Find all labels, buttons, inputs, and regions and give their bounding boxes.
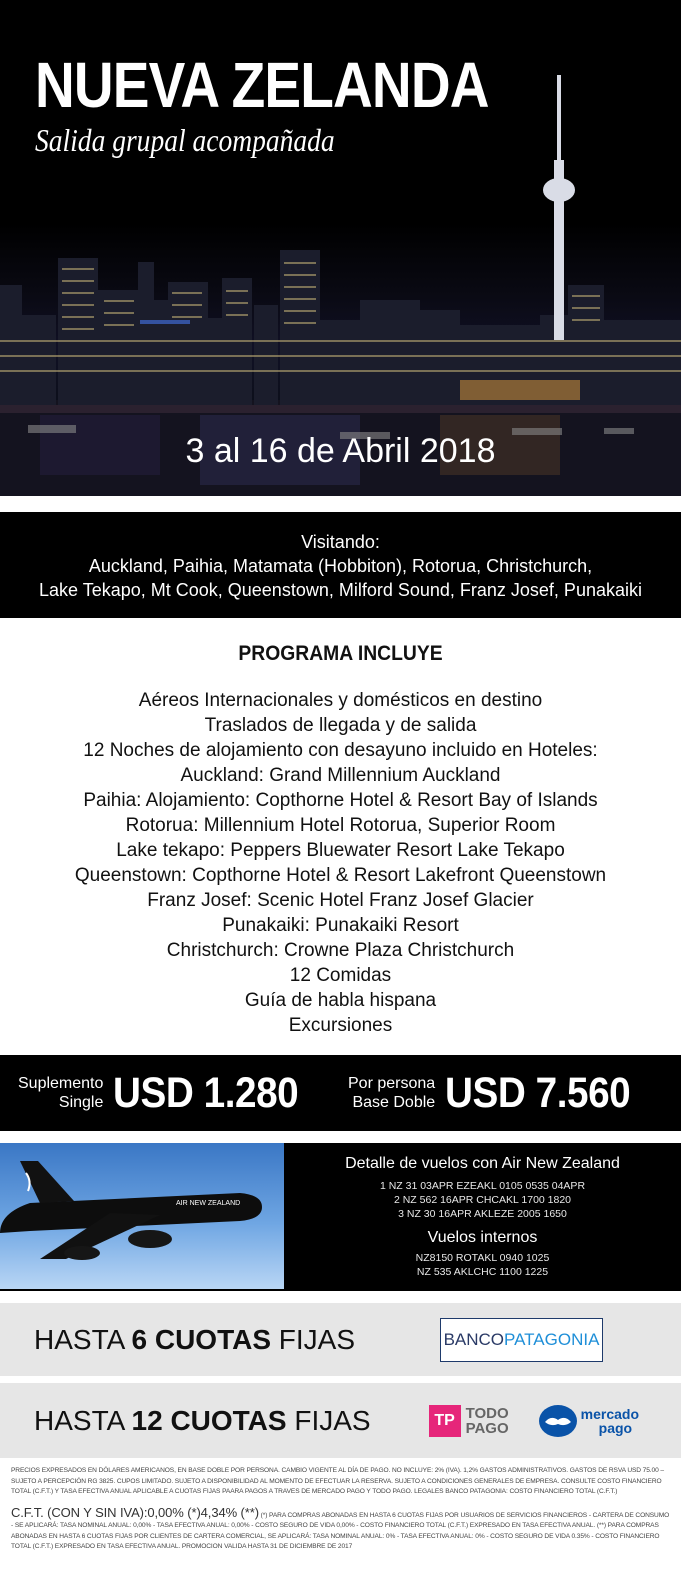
inst-post: FIJAS: [271, 1323, 356, 1355]
visiting-cities-line-2: Lake Tekapo, Mt Cook, Queenstown, Milford Sound, Franz Josef, Punakaiki: [39, 580, 642, 600]
inst-pre: HASTA: [34, 1404, 132, 1436]
banco-patagonia-logo: [440, 1318, 603, 1362]
program-heading: PROGRAMA INCLUYE: [238, 642, 443, 665]
single-price-label: [18, 1074, 103, 1112]
price-bar: [0, 1055, 681, 1131]
list-item: Rotorua: Millennium Hotel Rotorua, Superior Room: [125, 815, 556, 836]
bank-name-1: BANCO: [443, 1329, 505, 1349]
todo-pago-icon: TP: [429, 1405, 461, 1437]
list-item: Guía de habla hispana: [244, 990, 437, 1011]
travel-dates: 3 al 16 de Abril 2018: [185, 432, 496, 470]
installments-12-text: [34, 1405, 371, 1437]
todo-pago-text: [466, 1406, 509, 1436]
inst-bold: 6 CUOTAS: [131, 1323, 272, 1355]
mercado-pago-logo: [539, 1405, 639, 1437]
list-item: Paihia: Alojamiento: Copthorne Hotel & Resort Bay of Islands: [83, 790, 598, 811]
list-item: Franz Josef: Scenic Hotel Franz Josef Glacier: [147, 890, 534, 911]
airplane-image: [0, 1143, 284, 1289]
visiting-heading: Visitando:: [301, 532, 380, 552]
domestic-flight-line: NZ8150 ROTAKL 0940 1025: [415, 1252, 550, 1264]
visiting-section: [0, 512, 681, 618]
inst-post: FIJAS: [286, 1404, 371, 1436]
todo-pago-line-1: TODO: [465, 1404, 509, 1422]
todo-pago-logo: [429, 1405, 509, 1437]
installments-payment-apps: [0, 1383, 681, 1458]
mercado-pago-text: [581, 1407, 639, 1435]
tour-subtitle: Salida grupal acompañada: [35, 122, 335, 158]
double-label-line-2: Base Doble: [352, 1094, 436, 1111]
list-item: Punakaiki: Punakaiki Resort: [222, 915, 459, 936]
double-price-label: [348, 1074, 435, 1112]
list-item: Auckland: Grand Millennium Auckland: [180, 765, 501, 786]
visiting-cities-line-1: Auckland, Paihia, Matamata (Hobbiton), Rotorua, Christchurch,: [88, 556, 593, 576]
flight-details: [284, 1143, 681, 1291]
installments-6-text: [34, 1324, 355, 1356]
program-includes-section: [0, 618, 681, 1055]
double-price-amount: USD 7.560: [445, 1068, 631, 1117]
domestic-flights-title: Vuelos internos: [427, 1229, 538, 1246]
double-label-line-1: Por persona: [348, 1075, 436, 1092]
single-supplement-price: [18, 1069, 348, 1118]
list-item: 12 Noches de alojamiento con desayuno incluido en Hoteles:: [83, 740, 598, 761]
per-person-price: [348, 1069, 651, 1118]
single-label-line-2: Single: [58, 1094, 104, 1111]
legal-disclaimer: [0, 1458, 681, 1553]
flight-details-title: Detalle de vuelos con Air New Zealand: [345, 1155, 620, 1172]
destination-title: NUEVA ZELANDA: [35, 49, 489, 121]
svg-text:AIR NEW ZEALAND: AIR NEW ZEALAND: [176, 1200, 241, 1207]
intl-flight-line: 2 NZ 562 16APR CHCAKL 1700 1820: [393, 1194, 572, 1206]
list-item: Christchurch: Crowne Plaza Christchurch: [166, 940, 515, 961]
inst-pre: HASTA: [34, 1323, 132, 1355]
mercado-pago-line-2: pago: [598, 1419, 633, 1436]
hero-banner: [0, 0, 681, 496]
list-item: 12 Comidas: [289, 965, 392, 986]
list-item: Traslados de llegada y de salida: [204, 715, 477, 736]
legal-text-1: PRECIOS EXPRESADOS EN DÓLARES AMERICANOS, EN BASE DOBLE POR PERSONA. CAMBIO VIGENTE AL DÍA DE PAGO. NO INCLUYE: 2% (IVA). 1,2% GASTOS ADMINISTRATIVOS. GASTOS DE RSVA USD 75.00 – SUJETO A PERCEPCIÓN RG 3825. CUPOS LIMITADO. SUJETO A DISPONIBILIDAD AL MOMENTO DE EFECTUAR LA RESERVA. SUJETO A CONDICIONES GENERALES DE EMPRESA. CONSULTE COSTO FINANCIERO TOTAL (C.F.T.) Y TASA EFECTIVA ANUAL APLICABLE A CUOTAS FIJAS PAARA PAGOS A TRAVES DE MERCADO PAGO Y TODO PAGO. LEGALES BANCO PATAGONIA: COSTO FINANCIERO TOTAL (C.F.T.): [11, 1467, 664, 1495]
legal-text-2: [11, 1504, 670, 1553]
single-label-line-1: Suplemento: [18, 1075, 104, 1092]
list-item: Queenstown: Copthorne Hotel & Resort Lakefront Queenstown: [74, 865, 607, 886]
program-list: [10, 688, 671, 1038]
air-new-zealand-plane-icon: [0, 1143, 284, 1289]
cft-rate: C.F.T. (CON Y SIN IVA):0,00% (*)4,34% (**): [11, 1504, 259, 1520]
list-item: Aéreos Internacionales y domésticos en destino: [138, 690, 543, 711]
legal-text-2-body: (*) PARA COMPRAS ABONADAS EN HASTA 6 CUOTAS FIJAS POR USUARIOS DE SERVICIOS FINANCIEROS - CARTERA DE CONSUMO - SE APLICARÁ: TASA NOMINAL ANUAL: 0,00% - TASA EFECTIVA ANUAL: 0,00% - COSTO SEGURO DE VIDA 0,00% - COSTO FINANCIERO TOTAL (C.F.T.) EXPRESADO EN TASA EFECTIVA ANUAL. (**) PARA COMPRAS ABONADAS EN HASTA 6 CUOTAS FIJAS POR CLIENTES DE CARTERA COMERCIAL, SE APLICARÁ: TASA NOMINAL ANUAL: 0% - TASA EFECTIVA ANUAL: 0% - COSTO SEGURO DE VIDA 0.35% - COSTO FINANCIERO TOTAL (C.F.T.) EXPRESADO EN TASA EFECTIVA ANUAL. PROMOCION VALIDA HASTA 31 DE DICIEMBRE DE 2017: [11, 1511, 670, 1550]
single-price-amount: USD 1.280: [113, 1068, 299, 1117]
inst-bold: 12 CUOTAS: [131, 1404, 287, 1436]
intl-flight-line: 1 NZ 31 03APR EZEAKL 0105 0535 04APR: [379, 1180, 586, 1192]
list-item: Excursiones: [288, 1015, 393, 1036]
todo-pago-line-2: PAGO: [465, 1419, 509, 1437]
mercado-pago-line-1: mercado: [580, 1405, 639, 1422]
list-item: Lake tekapo: Peppers Bluewater Resort Lake Tekapo: [116, 840, 565, 861]
intl-flight-line: 3 NZ 30 16APR AKLEZE 2005 1650: [398, 1208, 567, 1220]
handshake-icon: [539, 1405, 577, 1437]
spacer: [0, 496, 681, 512]
spacer: [0, 1131, 681, 1143]
bank-name-2: PATAGONIA: [504, 1329, 600, 1349]
domestic-flight-line: NZ 535 AKLCHC 1100 1225: [416, 1266, 549, 1278]
installments-banco-patagonia: [0, 1303, 681, 1376]
flights-section: [0, 1143, 681, 1291]
